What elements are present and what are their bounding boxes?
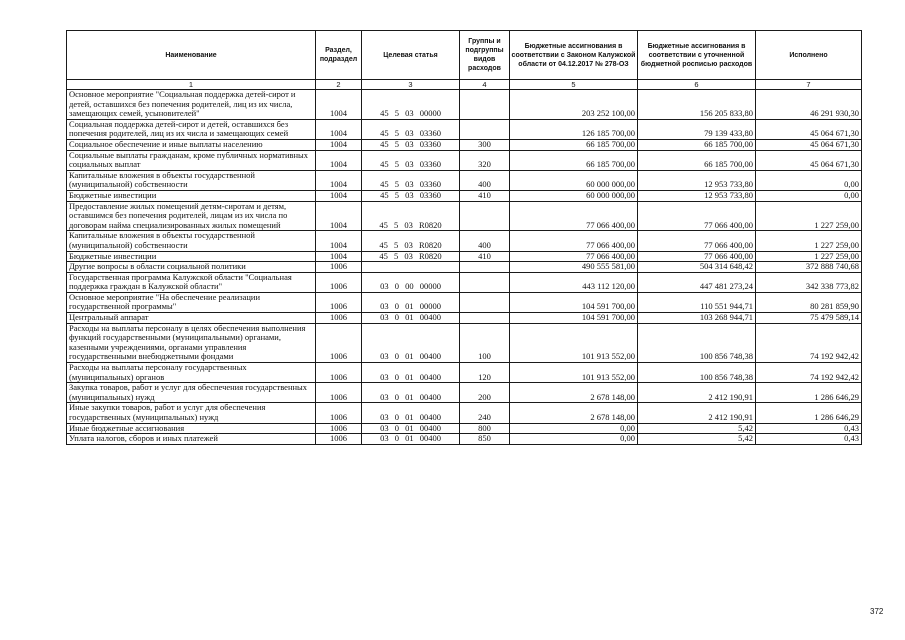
row-name-cell: Центральный аппарат [67, 313, 316, 324]
table-row [67, 251, 862, 262]
row-executed-cell: 45 064 671,30 [756, 150, 862, 170]
row-section-cell: 1004 [316, 150, 362, 170]
row-refined-allocation-cell: 66 185 700,00 [638, 150, 756, 170]
header-section: Раздел, подраздел [316, 31, 362, 80]
row-group-cell [460, 272, 510, 292]
row-section-cell: 1004 [316, 251, 362, 262]
table-row [67, 383, 862, 403]
row-refined-allocation-cell: 100 856 748,38 [638, 363, 756, 383]
row-law-allocation-cell: 0,00 [510, 423, 638, 434]
row-section-cell: 1004 [316, 170, 362, 190]
row-executed-cell: 45 064 671,30 [756, 119, 862, 139]
row-executed-cell: 0,43 [756, 423, 862, 434]
row-refined-allocation-cell: 100 856 748,38 [638, 323, 756, 362]
row-target-cell: 03 0 01 00400 [362, 434, 460, 445]
row-law-allocation-cell: 443 112 120,00 [510, 272, 638, 292]
row-group-cell: 240 [460, 403, 510, 423]
column-number: 3 [362, 80, 460, 90]
row-refined-allocation-cell: 504 314 648,42 [638, 262, 756, 273]
table-row [67, 434, 862, 445]
row-section-cell: 1004 [316, 119, 362, 139]
table-row [67, 150, 862, 170]
row-refined-allocation-cell: 103 268 944,71 [638, 313, 756, 324]
column-number: 6 [638, 80, 756, 90]
header-law-allocation: Бюджетные ассигнования в соответствии с Законом Калужской области от 04.12.2017 № 278-ОЗ [510, 31, 638, 80]
row-law-allocation-cell: 2 678 148,00 [510, 383, 638, 403]
header-executed: Исполнено [756, 31, 862, 80]
row-executed-cell: 0,43 [756, 434, 862, 445]
row-law-allocation-cell: 101 913 552,00 [510, 363, 638, 383]
table-row [67, 403, 862, 423]
row-executed-cell: 1 227 259,00 [756, 201, 862, 231]
row-target-cell: 45 5 03 R0820 [362, 251, 460, 262]
table-row [67, 323, 862, 362]
row-name-cell: Бюджетные инвестиции [67, 190, 316, 201]
row-law-allocation-cell: 77 066 400,00 [510, 251, 638, 262]
row-law-allocation-cell: 104 591 700,00 [510, 313, 638, 324]
row-refined-allocation-cell: 5,42 [638, 434, 756, 445]
row-law-allocation-cell: 104 591 700,00 [510, 292, 638, 312]
row-group-cell [460, 119, 510, 139]
row-section-cell: 1006 [316, 272, 362, 292]
row-section-cell: 1006 [316, 262, 362, 273]
row-target-cell [362, 262, 460, 273]
row-refined-allocation-cell: 77 066 400,00 [638, 251, 756, 262]
table-row [67, 272, 862, 292]
row-target-cell: 45 5 03 R0820 [362, 201, 460, 231]
row-group-cell: 400 [460, 231, 510, 251]
row-name-cell: Основное мероприятие "Социальная поддержка детей-сирот и детей, оставшихся без попечения родителей, лиц из их числа, замещающих семей, усыновителей" [67, 90, 316, 120]
row-law-allocation-cell: 66 185 700,00 [510, 150, 638, 170]
row-executed-cell: 1 286 646,29 [756, 403, 862, 423]
row-group-cell: 300 [460, 139, 510, 150]
row-refined-allocation-cell: 110 551 944,71 [638, 292, 756, 312]
header-target-article: Целевая статья [362, 31, 460, 80]
row-law-allocation-cell: 77 066 400,00 [510, 231, 638, 251]
table-row [67, 190, 862, 201]
header-refined-allocation: Бюджетные ассигнования в соответствии с уточненной бюджетной росписью расходов [638, 31, 756, 80]
row-group-cell: 400 [460, 170, 510, 190]
table-row [67, 292, 862, 312]
row-law-allocation-cell: 203 252 100,00 [510, 90, 638, 120]
row-law-allocation-cell: 126 185 700,00 [510, 119, 638, 139]
row-executed-cell: 342 338 773,82 [756, 272, 862, 292]
column-number: 2 [316, 80, 362, 90]
row-name-cell: Основное мероприятие "На обеспечение реализации государственной программы" [67, 292, 316, 312]
page-number: 372 [870, 607, 884, 616]
row-section-cell: 1004 [316, 231, 362, 251]
row-section-cell: 1004 [316, 90, 362, 120]
row-name-cell: Предоставление жилых помещений детям-сиротам и детям, оставшимся без попечения родителей, лицам из их числа по договорам найма специализированных жилых помещений [67, 201, 316, 231]
row-name-cell: Бюджетные инвестиции [67, 251, 316, 262]
row-executed-cell: 0,00 [756, 190, 862, 201]
table-row [67, 363, 862, 383]
row-name-cell: Другие вопросы в области социальной политики [67, 262, 316, 273]
row-executed-cell: 1 286 646,29 [756, 383, 862, 403]
row-law-allocation-cell: 60 000 000,00 [510, 190, 638, 201]
row-group-cell: 100 [460, 323, 510, 362]
table-row [67, 231, 862, 251]
row-refined-allocation-cell: 77 066 400,00 [638, 231, 756, 251]
row-name-cell: Иные закупки товаров, работ и услуг для обеспечения государственных (муниципальных) нужд [67, 403, 316, 423]
row-name-cell: Социальные выплаты гражданам, кроме публичных нормативных социальных выплат [67, 150, 316, 170]
row-executed-cell: 46 291 930,30 [756, 90, 862, 120]
row-executed-cell: 0,00 [756, 170, 862, 190]
row-name-cell: Закупка товаров, работ и услуг для обеспечения государственных (муниципальных) нужд [67, 383, 316, 403]
row-name-cell: Социальное обеспечение и иные выплаты населению [67, 139, 316, 150]
column-number: 5 [510, 80, 638, 90]
row-target-cell: 45 5 03 03360 [362, 119, 460, 139]
row-group-cell: 410 [460, 251, 510, 262]
row-target-cell: 45 5 03 R0820 [362, 231, 460, 251]
header-expense-group: Группы и подгруппы видов расходов [460, 31, 510, 80]
table-body [67, 90, 862, 445]
row-target-cell: 03 0 01 00000 [362, 292, 460, 312]
budget-sheet [66, 30, 862, 445]
row-law-allocation-cell: 101 913 552,00 [510, 323, 638, 362]
row-target-cell: 03 0 00 00000 [362, 272, 460, 292]
row-law-allocation-cell: 490 555 581,00 [510, 262, 638, 273]
row-name-cell: Капитальные вложения в объекты государственной (муниципальной) собственности [67, 231, 316, 251]
row-section-cell: 1004 [316, 201, 362, 231]
row-group-cell: 410 [460, 190, 510, 201]
row-refined-allocation-cell: 5,42 [638, 423, 756, 434]
budget-table [66, 30, 862, 445]
row-group-cell [460, 201, 510, 231]
row-target-cell: 45 5 03 03360 [362, 139, 460, 150]
row-name-cell: Социальная поддержка детей-сирот и детей, оставшихся без попечения родителей, лиц из их числа и замещающих семей [67, 119, 316, 139]
row-law-allocation-cell: 60 000 000,00 [510, 170, 638, 190]
row-target-cell: 03 0 01 00400 [362, 423, 460, 434]
row-group-cell: 800 [460, 423, 510, 434]
row-executed-cell: 74 192 942,42 [756, 323, 862, 362]
row-section-cell: 1006 [316, 323, 362, 362]
row-name-cell: Уплата налогов, сборов и иных платежей [67, 434, 316, 445]
row-target-cell: 03 0 01 00400 [362, 383, 460, 403]
row-section-cell: 1006 [316, 423, 362, 434]
row-name-cell: Капитальные вложения в объекты государственной (муниципальной) собственности [67, 170, 316, 190]
column-number: 7 [756, 80, 862, 90]
row-name-cell: Расходы на выплаты персоналу в целях обеспечения выполнения функций государственными (муниципальными) органами, казенными учреждениями, органами управления государственными внебюджетными фондами [67, 323, 316, 362]
row-section-cell: 1006 [316, 313, 362, 324]
row-refined-allocation-cell: 12 953 733,80 [638, 190, 756, 201]
table-row [67, 262, 862, 273]
column-number: 4 [460, 80, 510, 90]
row-executed-cell: 80 281 859,90 [756, 292, 862, 312]
row-name-cell: Государственная программа Калужской области "Социальная поддержка граждан в Калужской области" [67, 272, 316, 292]
column-number-row [67, 80, 862, 90]
row-section-cell: 1004 [316, 139, 362, 150]
row-group-cell: 850 [460, 434, 510, 445]
row-group-cell: 320 [460, 150, 510, 170]
row-refined-allocation-cell: 156 205 833,80 [638, 90, 756, 120]
table-row [67, 170, 862, 190]
row-refined-allocation-cell: 2 412 190,91 [638, 383, 756, 403]
row-target-cell: 03 0 01 00400 [362, 403, 460, 423]
row-executed-cell: 372 888 740,68 [756, 262, 862, 273]
row-section-cell: 1006 [316, 383, 362, 403]
row-target-cell: 03 0 01 00400 [362, 363, 460, 383]
row-name-cell: Расходы на выплаты персоналу государственных (муниципальных) органов [67, 363, 316, 383]
row-law-allocation-cell: 0,00 [510, 434, 638, 445]
header-name: Наименование [67, 31, 316, 80]
row-executed-cell: 1 227 259,00 [756, 251, 862, 262]
row-executed-cell: 74 192 942,42 [756, 363, 862, 383]
row-group-cell [460, 90, 510, 120]
table-row [67, 201, 862, 231]
row-section-cell: 1006 [316, 434, 362, 445]
row-target-cell: 03 0 01 00400 [362, 313, 460, 324]
row-refined-allocation-cell: 447 481 273,24 [638, 272, 756, 292]
column-number: 1 [67, 80, 316, 90]
row-target-cell: 45 5 03 03360 [362, 170, 460, 190]
row-section-cell: 1006 [316, 403, 362, 423]
row-section-cell: 1004 [316, 190, 362, 201]
row-group-cell [460, 262, 510, 273]
table-row [67, 90, 862, 120]
table-row [67, 423, 862, 434]
row-group-cell: 120 [460, 363, 510, 383]
table-row [67, 139, 862, 150]
row-refined-allocation-cell: 79 139 433,80 [638, 119, 756, 139]
row-law-allocation-cell: 77 066 400,00 [510, 201, 638, 231]
row-target-cell: 45 5 03 00000 [362, 90, 460, 120]
row-refined-allocation-cell: 77 066 400,00 [638, 201, 756, 231]
row-target-cell: 45 5 03 03360 [362, 150, 460, 170]
row-section-cell: 1006 [316, 363, 362, 383]
row-refined-allocation-cell: 12 953 733,80 [638, 170, 756, 190]
row-target-cell: 45 5 03 03360 [362, 190, 460, 201]
row-group-cell [460, 313, 510, 324]
row-law-allocation-cell: 2 678 148,00 [510, 403, 638, 423]
row-executed-cell: 45 064 671,30 [756, 139, 862, 150]
row-section-cell: 1006 [316, 292, 362, 312]
row-refined-allocation-cell: 2 412 190,91 [638, 403, 756, 423]
table-row [67, 119, 862, 139]
row-refined-allocation-cell: 66 185 700,00 [638, 139, 756, 150]
table-row [67, 313, 862, 324]
row-group-cell [460, 292, 510, 312]
row-target-cell: 03 0 01 00400 [362, 323, 460, 362]
row-executed-cell: 1 227 259,00 [756, 231, 862, 251]
table-header-row [67, 31, 862, 80]
row-executed-cell: 75 479 589,14 [756, 313, 862, 324]
row-law-allocation-cell: 66 185 700,00 [510, 139, 638, 150]
row-group-cell: 200 [460, 383, 510, 403]
row-name-cell: Иные бюджетные ассигнования [67, 423, 316, 434]
